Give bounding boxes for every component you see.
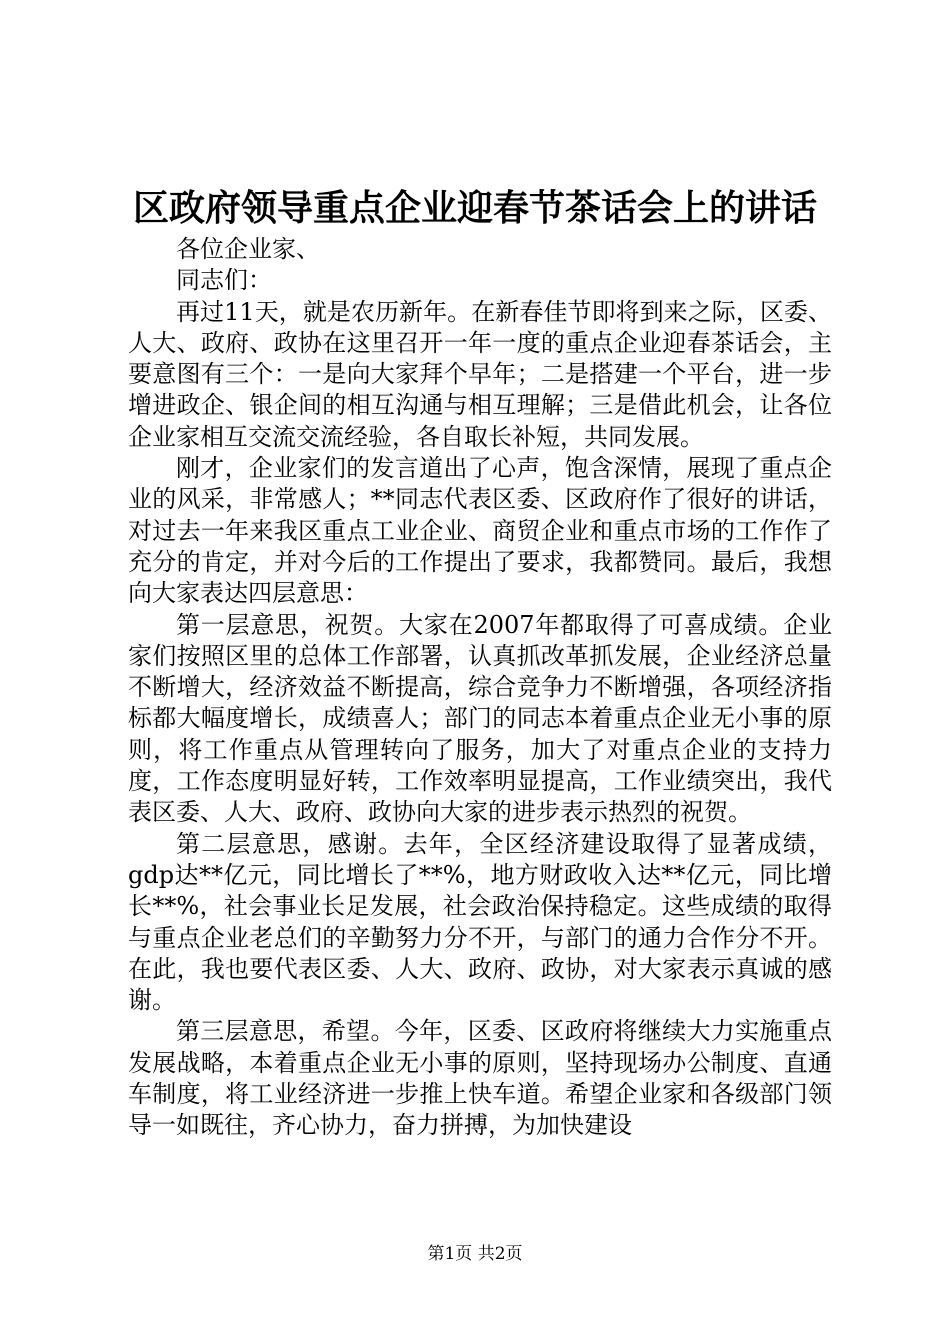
paragraph-intro: 再过11天，就是农历新年。在新春佳节即将到来之际，区委、人大、政府、政协在这里召开一年一度的重点企业迎春茶话会，主要意图有三个：一是向大家拜个早年；二是搭建一个平台，进一步增进政企、银企间的相互沟通与相互理解；三是借此机会，让各位企业家相互交流交流经验，各自取长补短，共同发展。 [128, 297, 832, 451]
paragraph-thanks: 第二层意思，感谢。去年，全区经济建设取得了显著成绩，gdp达**亿元，同比增长了**%，地方财政收入达**亿元，同比增长**%，社会事业长足发展，社会政治保持稳定。这些成绩的取得与重点企业老总们的辛勤努力分不开，与部门的通力合作分不开。在此，我也要代表区委、人大、政府、政协，对大家表示真诚的感谢。 [128, 829, 832, 1015]
salutation-line-2: 同志们： [176, 266, 272, 295]
page-number-footer: 第1页 共2页 [427, 1244, 523, 1264]
document-title: 区政府领导重点企业迎春节茶话会上的讲话 [132, 187, 817, 229]
document-body [128, 234, 832, 1142]
paragraph-remarks: 刚才，企业家们的发言道出了心声，饱含深情，展现了重点企业的风采，非常感人；**同志代表区委、区政府作了很好的讲话，对过去一年来我区重点工业企业、商贸企业和重点市场的工作作了充分的肯定，并对今后的工作提出了要求，我都赞同。最后，我想向大家表达四层意思： [128, 454, 832, 608]
paragraph-congratulations: 第一层意思，祝贺。大家在2007年都取得了可喜成绩。企业家们按照区里的总体工作部署，认真抓改革抓发展，企业经济总量不断增大，经济效益不断提高，综合竞争力不断增强，各项经济指标都大幅度增长，成绩喜人；部门的同志本着重点企业无小事的原则，将工作重点从管理转向了服务，加大了对重点企业的支持力度，工作态度明显好转，工作效率明显提高，工作业绩突出，我代表区委、人大、政府、政协向大家的进步表示热烈的祝贺。 [128, 610, 832, 827]
salutation-line-1: 各位企业家、 [176, 235, 320, 263]
paragraph-hopes: 第三层意思，希望。今年，区委、区政府将继续大力实施重点发展战略，本着重点企业无小事的原则，坚持现场办公制度、直通车制度，将工业经济进一步推上快车道。希望企业家和各级部门领导一如既往，齐心协力，奋力拼搏，为加快建设 [128, 1017, 832, 1140]
